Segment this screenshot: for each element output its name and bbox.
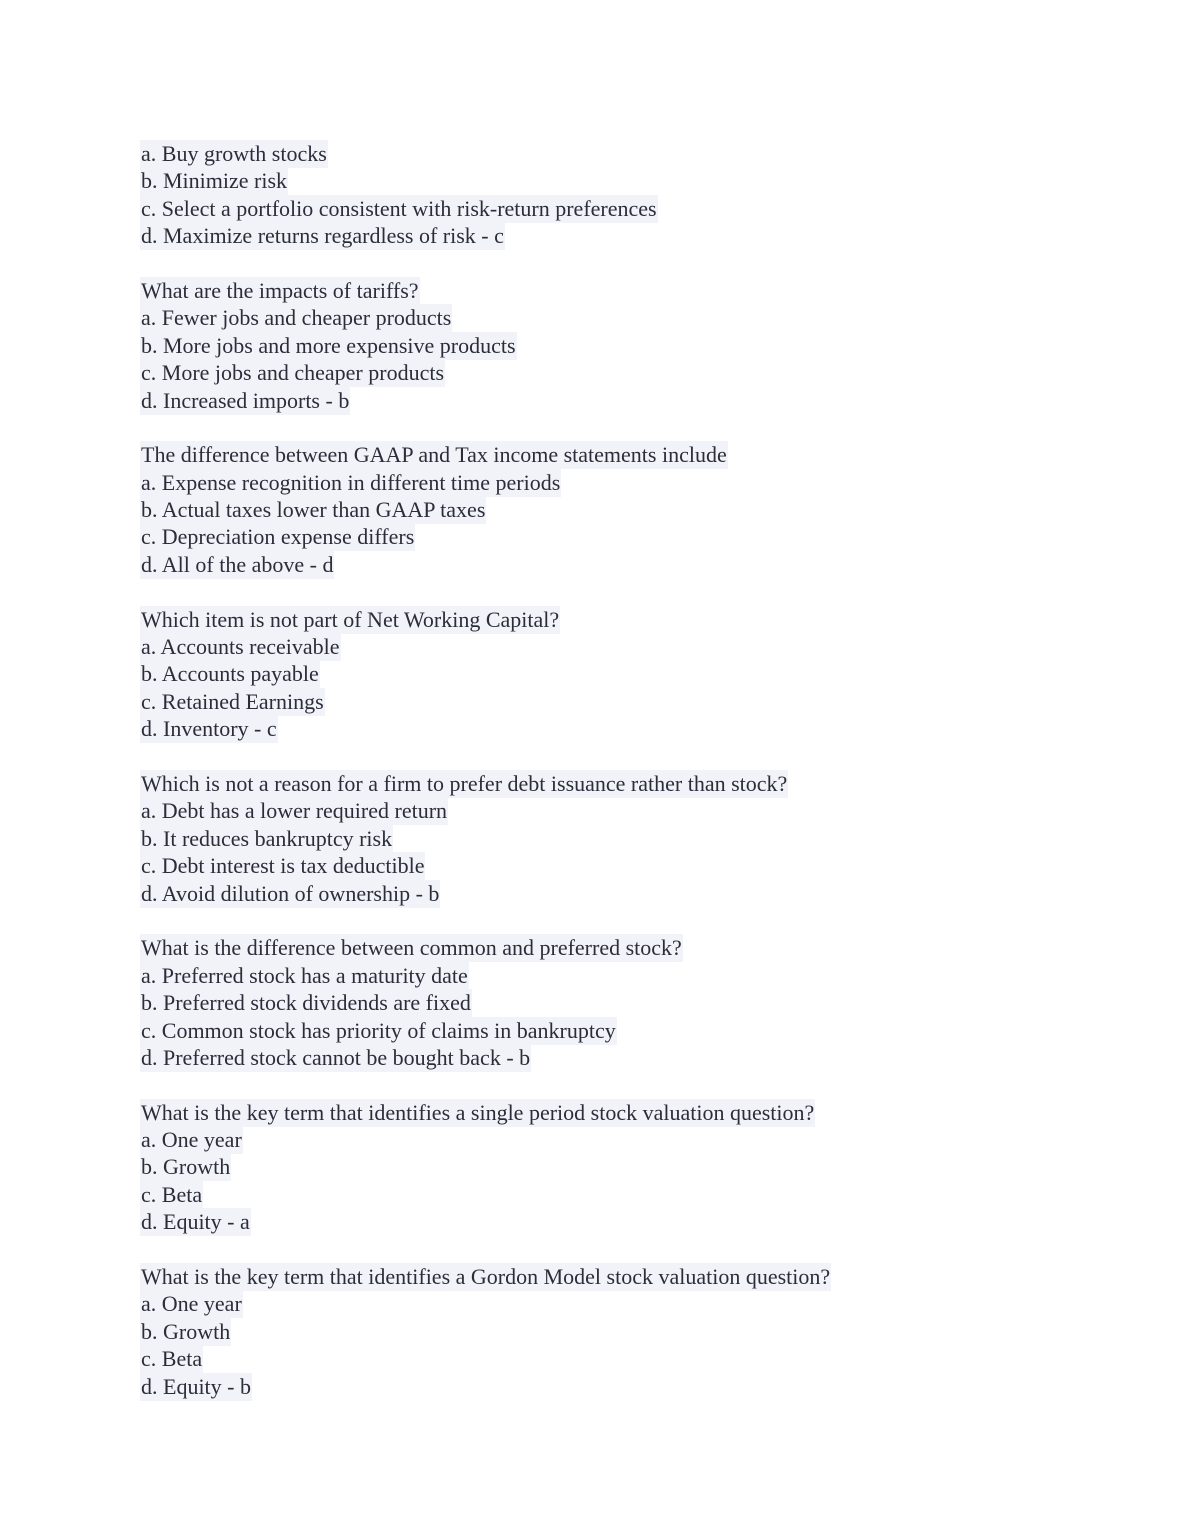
option-text: d. Maximize returns regardless of risk - c (141, 223, 504, 249)
option-line (140, 469, 1040, 496)
option-line (140, 1373, 1040, 1400)
option-text: b. Growth (141, 1318, 231, 1344)
option-text: b. Growth (141, 1154, 231, 1180)
question-block (140, 441, 1040, 578)
question-text: What are the impacts of tariffs? (141, 277, 419, 303)
option-line (140, 962, 1040, 989)
option-line (140, 387, 1040, 414)
question-text: Which item is not part of Net Working Capital? (141, 606, 560, 632)
option-line (140, 880, 1040, 907)
question-block (140, 277, 1040, 414)
option-line (140, 797, 1040, 824)
option-line (140, 989, 1040, 1016)
option-text: b. Minimize risk (141, 168, 288, 194)
option-line (140, 140, 1040, 167)
option-text: b. Preferred stock dividends are fixed (141, 990, 471, 1016)
option-text: d. Equity - a (141, 1209, 250, 1235)
option-text: c. Depreciation expense differs (141, 524, 415, 550)
question-block (140, 770, 1040, 907)
option-text: b. Actual taxes lower than GAAP taxes (141, 497, 486, 523)
option-text: a. One year (141, 1127, 242, 1153)
option-text: d. Increased imports - b (141, 387, 350, 413)
option-text: a. Buy growth stocks (141, 141, 327, 166)
option-line (140, 1153, 1040, 1180)
option-text: a. Expense recognition in different time periods (141, 469, 561, 495)
option-text: c. Beta (141, 1181, 203, 1207)
question-text: What is the key term that identifies a Gordon Model stock valuation question? (141, 1264, 831, 1290)
option-text: a. Accounts receivable (141, 634, 340, 660)
question-text: What is the difference between common and preferred stock? (141, 935, 682, 961)
question-line (140, 277, 1040, 304)
question-block (140, 606, 1040, 743)
question-block (140, 934, 1040, 1071)
option-text: a. Fewer jobs and cheaper products (141, 305, 452, 331)
option-line (140, 195, 1040, 222)
option-text: c. Select a portfolio consistent with risk-return preferences (141, 195, 657, 221)
option-text: a. One year (141, 1291, 242, 1317)
question-line (140, 441, 1040, 468)
question-block (140, 1263, 1040, 1400)
question-line (140, 1099, 1040, 1126)
option-line (140, 1017, 1040, 1044)
option-text: b. More jobs and more expensive products (141, 332, 516, 358)
option-line (140, 1290, 1040, 1317)
option-line (140, 660, 1040, 687)
option-line (140, 633, 1040, 660)
option-line (140, 551, 1040, 578)
question-text: What is the key term that identifies a single period stock valuation question? (141, 1099, 815, 1125)
option-text: a. Debt has a lower required return (141, 798, 448, 824)
option-line (140, 222, 1040, 249)
document-page (140, 140, 1040, 1427)
option-text: c. Debt interest is tax deductible (141, 853, 425, 879)
option-line (140, 523, 1040, 550)
option-line (140, 825, 1040, 852)
option-line (140, 1181, 1040, 1208)
option-text: a. Preferred stock has a maturity date (141, 962, 468, 988)
question-block (140, 140, 1040, 250)
option-line (140, 332, 1040, 359)
option-line (140, 688, 1040, 715)
option-text: b. Accounts payable (141, 661, 319, 687)
question-line (140, 606, 1040, 633)
option-text: b. It reduces bankruptcy risk (141, 825, 393, 851)
option-text: d. Equity - b (141, 1373, 251, 1399)
option-text: d. Preferred stock cannot be bought back - b (141, 1044, 531, 1070)
option-text: d. Avoid dilution of ownership - b (141, 880, 440, 906)
option-text: c. Beta (141, 1346, 203, 1372)
option-line (140, 496, 1040, 523)
option-line (140, 1318, 1040, 1345)
question-text: Which is not a reason for a firm to prefer debt issuance rather than stock? (141, 770, 788, 796)
option-text: d. All of the above - d (141, 551, 334, 577)
option-line (140, 852, 1040, 879)
option-line (140, 167, 1040, 194)
option-line (140, 304, 1040, 331)
question-line (140, 1263, 1040, 1290)
option-line (140, 359, 1040, 386)
option-text: c. Common stock has priority of claims in bankruptcy (141, 1017, 616, 1043)
option-line (140, 1126, 1040, 1153)
question-block (140, 1099, 1040, 1236)
option-text: c. Retained Earnings (141, 688, 324, 714)
option-text: c. More jobs and cheaper products (141, 360, 445, 386)
option-line (140, 1044, 1040, 1071)
question-line (140, 934, 1040, 961)
question-line (140, 770, 1040, 797)
option-text: d. Inventory - c (141, 716, 277, 742)
option-line (140, 1208, 1040, 1235)
option-line (140, 715, 1040, 742)
question-text: The difference between GAAP and Tax income statements include (141, 442, 727, 468)
option-line (140, 1345, 1040, 1372)
